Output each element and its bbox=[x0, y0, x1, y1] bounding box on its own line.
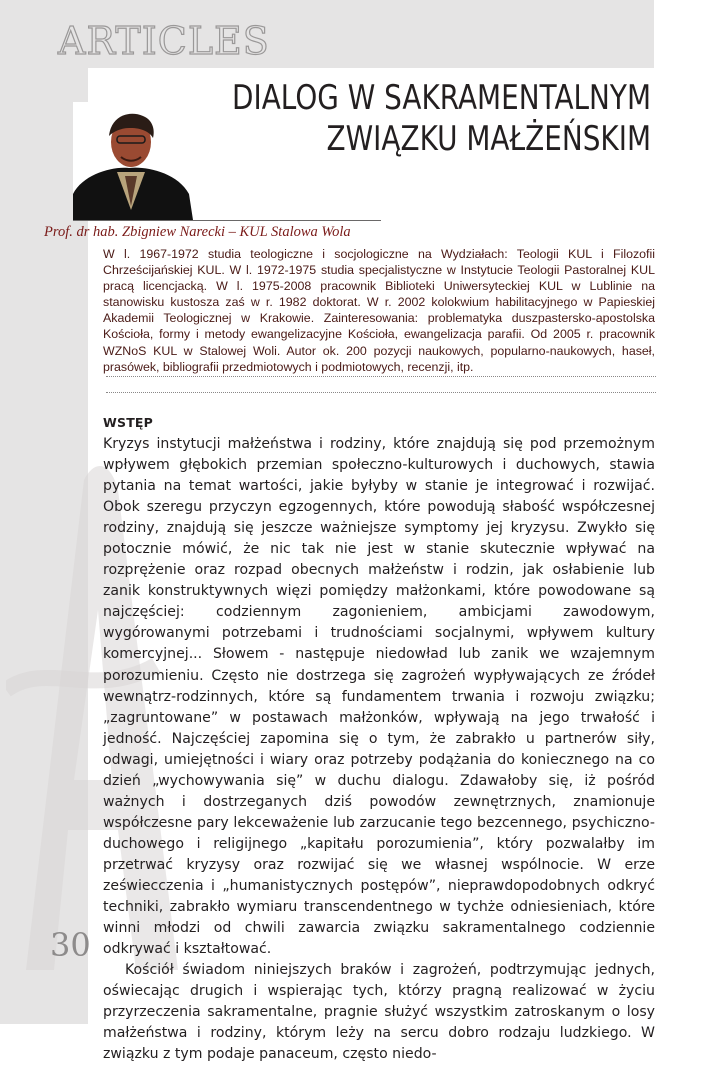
author-name: Prof. dr hab. Zbigniew Narecki – KUL Stalowa Wola bbox=[44, 224, 351, 240]
title-line-2: ZWIĄZKU MAŁŻEŃSKIM bbox=[326, 119, 651, 159]
section-label: ARTICLES bbox=[58, 19, 270, 63]
dotted-divider-2 bbox=[106, 392, 656, 393]
section-heading: WSTĘP bbox=[103, 415, 154, 430]
page-number: 30 bbox=[50, 926, 91, 964]
author-bio: W l. 1967-1972 studia teologiczne i socjologiczne na Wydziałach: Teologii KUL i Filozofii Chrześcijańskiej KUL. W l. 1972-1975 studia specjalistyczne w Instytucie Teologii Pastoralnej KUL pracą licencjacką. W l. 1975-2008 pracownik Biblioteki Uniwersyteckiej KUL w Lublinie na stanowisku kustosza zaś w r. 1982 doktorat. W r. 2002 kolokwium habilitacyjnego w Papieskiej Akademii Teologicznej w Krakowie. Zainteresowania: problematyka duszpastersko-apostolska Kościoła, formy i metody ewangelizacyjne Kościoła, ewangelizacja parafii. Od 2005 r. pracownik WZNoS KUL w Stalowej Woli. Autor ok. 200 pozycji naukowych, popularno-naukowych, haseł, prasówek, bibliografii przedmiotowych i podmiotowych, recenzji, itp. bbox=[103, 247, 655, 374]
top-right-corner bbox=[654, 0, 719, 68]
paragraph: Kościół świadom niniejszych braków i zagrożeń, podtrzymując jednych, oświecając drugich i wspierając tych, którzy pragną realizować w życiu przyrzeczenia sakramentalne, pragnie służyć wszystkim zatroskanym o losy małżeństwa i rodziny, którym leży na sercu dobro rodzaju ludzkiego. W związku z tym podaje panaceum, często niedo- bbox=[103, 962, 655, 1063]
title-line-1: DIALOG W SAKRAMENTALNYM bbox=[232, 78, 651, 118]
author-portrait-icon bbox=[73, 102, 193, 220]
paragraph: Kryzys instytucji małżeństwa i rodziny, które znajdują się pod przemożnym wpływem głębokich przemian społeczno-kulturowych i duchowych, stawia pytania na temat wartości, jakie byłyby w stanie je integrować i rozwijać. Obok szeregu przyczyn egzogennych, które powodują słabość współczesnej rodziny, znajdują się jeszcze ważniejsze symptomy jej kryzysu. Zwykło się potocznie mówić, że nic tak nie jest w stanie skutecznie wpływać na rozprężenie oraz rozpad obecnych małżeństw i rodzin, jak osłabienie lub zanik konstruktywnych więzi pomiędzy małżonkami, które powodowane są najczęściej: codziennym zagonieniem, ambicjami zawodowym, wygórowanymi potrzebami i trudnościami socjalnymi, wpływem kultury komercyjnej... Słowem - następuje niedowład lub zanik we wzajemnym porozumieniu. Często nie dostrzega się zagrożeń wypływających ze źródeł wewnątrz-rodzinnych, które są fundamentem trwania i rozwoju związku; „zagruntowane” w postawach małżonków, wpływają na jego trwałość i jedność. Najczęściej zapomina się o tym, że zabrakło u partnerów siły, odwagi, umiejętności i wiary oraz potrzeby podążania do koniecznego na co dzień „wychowywania się” w duchu dialogu. Zdawałoby się, iż pośród ważnych i dostrzeganych dziś powodów zewnętrznych, znamionuje współczesne pary lekceważenie lub zarzucanie tego bezcennego, psychiczno-duchowego i religijnego „kapitału porozumienia”, który pozwalałby im przetrwać kryzysy oraz rozwijać się we własnej wspólnocie. W erze zeświecczenia i „humanistycznych postępów”, nieprawdopodobnych odkryć techniki, zabrakło wymiaru transcendentnego w tychże odniesieniach, które winni młodzi od chwili zawarcia związku sakramentalnego codziennie odkrywać i kształtować. bbox=[103, 436, 655, 958]
article-body bbox=[103, 434, 655, 1065]
author-photo bbox=[73, 102, 193, 220]
author-rule bbox=[73, 220, 381, 221]
dotted-divider-1 bbox=[106, 376, 656, 377]
article-title bbox=[225, 78, 651, 160]
